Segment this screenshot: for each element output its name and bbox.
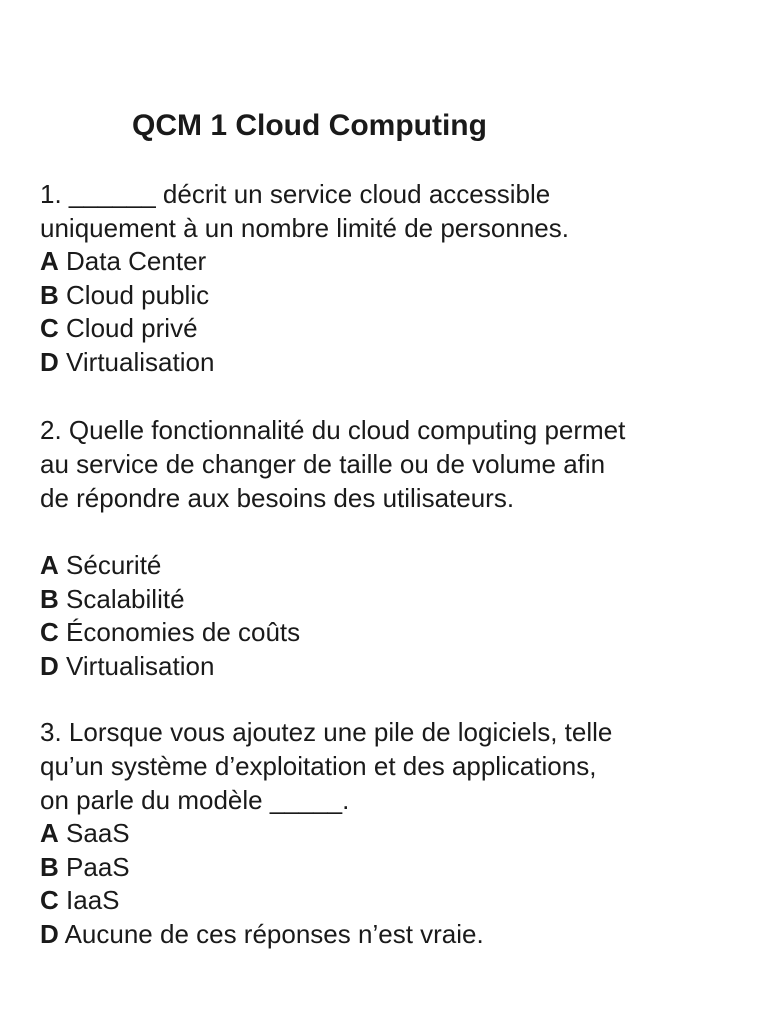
answer-options [40,549,760,683]
question-1 [40,177,760,379]
option-label: SaaS [66,818,130,848]
question-text [40,177,760,245]
answer-options [40,817,760,951]
option-a [40,549,760,583]
option-label: Aucune de ces réponses n’est vraie. [64,918,484,949]
question-line: on parle du modèle [40,785,270,815]
option-label: Scalabilité [66,583,185,614]
option-letter: B [40,279,59,310]
option-letter: A [40,550,59,580]
page-title: QCM 1 Cloud Computing [132,109,487,142]
question-line: décrit un service cloud accessible [162,179,551,209]
option-label: Sécurité [66,550,162,580]
option-letter: D [40,650,59,681]
option-label: Virtualisation [66,346,215,377]
option-d [40,918,760,952]
option-letter: D [40,346,59,377]
question-number: 3. [40,717,62,747]
question-trailing: . [342,785,350,815]
option-label: Virtualisation [66,650,215,681]
question-line: Lorsque vous ajoutez une pile de logiciels, telle [68,717,613,747]
option-letter: B [40,583,59,614]
question-2 [40,413,760,683]
answer-blank: ______ [68,179,156,209]
question-text [40,715,760,817]
option-letter: A [40,818,59,848]
option-letter: A [40,246,59,276]
option-c [40,884,760,918]
option-letter: B [40,851,59,882]
option-letter: C [40,313,59,343]
option-a [40,245,760,279]
option-d [40,650,760,684]
answer-blank: _____ [269,785,343,815]
question-number: 2. [40,415,62,445]
option-a [40,817,760,851]
question-text [40,413,760,515]
option-b [40,279,760,313]
option-letter: C [40,885,59,915]
option-label: IaaS [66,885,120,915]
option-letter: C [40,617,59,647]
question-line: qu’un système d’exploitation et des applications, [40,751,597,781]
option-label: Cloud public [66,279,210,310]
option-label: Cloud privé [66,313,198,343]
question-line: uniquement à un nombre limité de personnes. [40,213,569,243]
question-line: au service de changer de taille ou de volume afin [40,449,606,479]
option-label: Data Center [66,246,207,276]
option-letter: D [40,918,59,949]
question-line: de répondre aux besoins des utilisateurs. [40,483,515,513]
answer-options [40,245,760,379]
option-d [40,346,760,380]
option-c [40,616,760,650]
option-label: PaaS [66,851,130,882]
spacer [40,515,760,549]
option-b [40,583,760,617]
question-3 [40,715,760,951]
option-c [40,312,760,346]
question-number: 1. [40,179,62,209]
question-line: Quelle fonctionnalité du cloud computing permet [68,415,626,445]
option-b [40,851,760,885]
option-label: Économies de coûts [66,617,301,647]
